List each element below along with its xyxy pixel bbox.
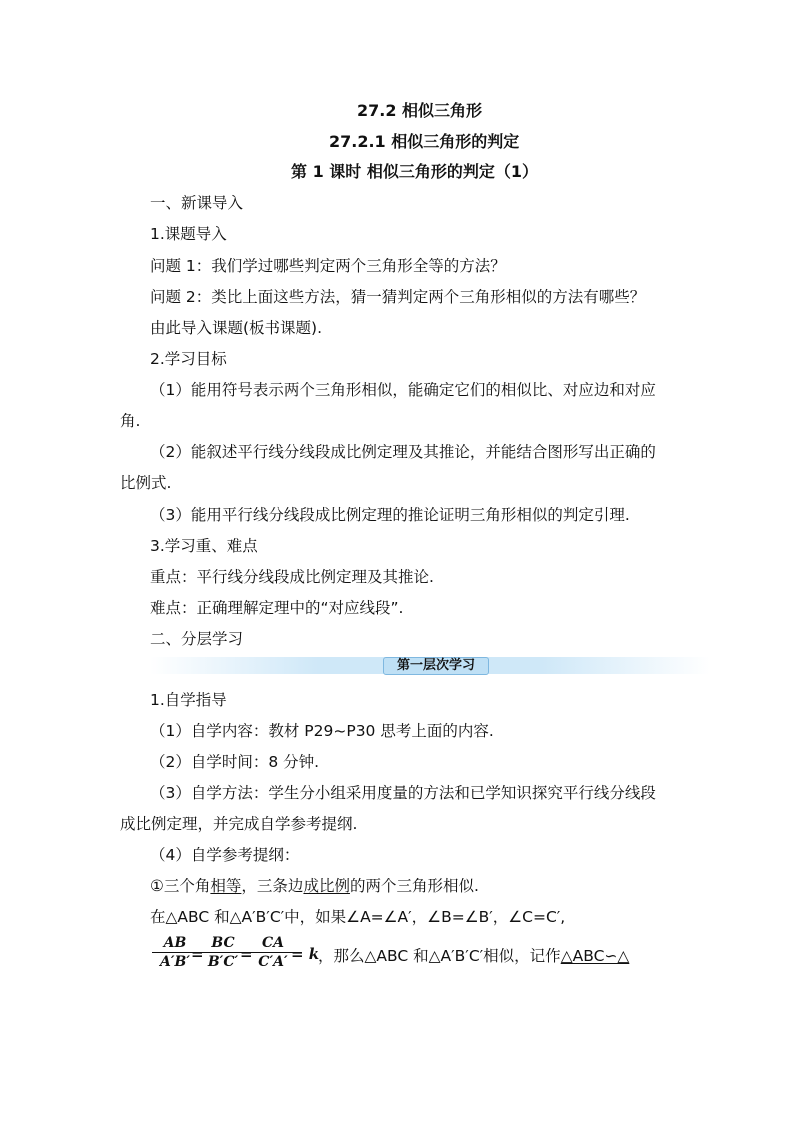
fraction-ca-denominator: C′A′ <box>258 954 288 970</box>
equals-sign-2: = <box>240 945 253 963</box>
goal-3: （3）能用平行线分线段成比例定理的推论证明三角形相似的判定引理. <box>150 506 630 524</box>
answer-blank-notation: △ABC∽△ <box>560 947 630 965</box>
banner-label: 第一层次学习 <box>383 657 489 675</box>
item-topic-intro: 1.课题导入 <box>150 225 227 243</box>
item-self-study-guide: 1.自学指导 <box>150 691 227 709</box>
answer-blank-proportional: 成比例 <box>303 877 350 895</box>
study-content: （1）自学内容：教材 P29~P30 思考上面的内容. <box>150 722 494 740</box>
heading-new-lesson: 一、新课导入 <box>150 194 244 212</box>
fraction-bc-numerator: BC <box>200 935 246 953</box>
outline-line-1 <box>150 874 479 896</box>
line1-mid: ，三条边 <box>241 877 304 895</box>
fraction-ab-denominator: A′B′ <box>159 954 191 970</box>
answer-blank-equal: 相等 <box>210 877 242 895</box>
question-1: 问题 1：我们学过哪些判定两个三角形全等的方法？ <box>150 257 506 275</box>
fraction-bc-denominator: B′C′ <box>207 954 239 970</box>
fraction-ab-numerator: AB <box>152 935 198 953</box>
goal-1-line-b: 角. <box>120 412 141 430</box>
line1-post: 的两个三角形相似. <box>349 877 479 895</box>
heading-layered-learning: 二、分层学习 <box>150 630 244 648</box>
goal-2-line-a: （2）能叙述平行线分线段成比例定理及其推论，并能结合图形写出正确的 <box>150 443 656 461</box>
study-outline: （4）自学参考提纲： <box>150 846 300 864</box>
line1-pre: ①三个角 <box>150 877 211 895</box>
fraction-ca-numerator: CA <box>250 935 296 953</box>
goal-2-line-b: 比例式. <box>120 474 172 492</box>
question-2: 问题 2：类比上面这些方法，猜一猜判定两个三角形相似的方法有哪些？ <box>150 288 646 306</box>
title-subsection: 27.2.1 相似三角形的判定 <box>329 132 520 151</box>
fraction-ca <box>250 935 296 970</box>
study-time: （2）自学时间：8 分钟. <box>150 753 320 771</box>
study-method-line-b: 成比例定理，并完成自学参考提纲. <box>120 815 358 833</box>
difficult-point: 难点：正确理解定理中的“对应线段”. <box>150 599 404 617</box>
title-lesson: 第 1 课时 相似三角形的判定（1） <box>291 162 538 181</box>
line3-text: ，那么△ABC 和△A′B′C′相似，记作 <box>318 947 561 965</box>
outline-line-2: 在△ABC 和△A′B′C′中，如果∠A=∠A′，∠B=∠B′，∠C=C′, <box>150 908 566 926</box>
item-learning-goals: 2.学习目标 <box>150 350 227 368</box>
outline-line-3 <box>318 944 629 966</box>
section-banner <box>150 657 710 674</box>
equals-sign-1: = <box>191 945 204 963</box>
goal-1-line-a: （1）能用符号表示两个三角形相似，能确定它们的相似比、对应边和对应 <box>150 381 656 399</box>
intro-text: 由此导入课题(板书课题). <box>150 319 323 337</box>
key-point: 重点：平行线分线段成比例定理及其推论. <box>150 568 434 586</box>
item-key-points: 3.学习重、难点 <box>150 537 258 555</box>
title-section: 27.2 相似三角形 <box>357 101 483 120</box>
study-method-line-a: （3）自学方法：学生分小组采用度量的方法和已学知识探究平行线分线段 <box>150 784 656 802</box>
ratio-k: = k <box>291 945 320 963</box>
